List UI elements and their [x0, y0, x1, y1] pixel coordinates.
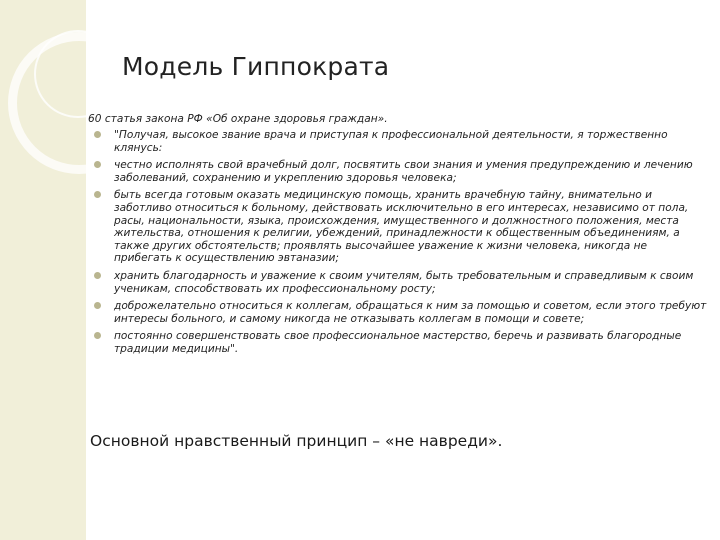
list-item [84, 189, 708, 265]
list-item [84, 300, 708, 325]
list-item-text: постоянно совершенствовать свое профессиональное мастерство, беречь и развивать благородные традиции медицины". [114, 330, 682, 355]
bullet-icon [94, 191, 101, 198]
bullet-icon [94, 161, 101, 168]
list-item-text: честно исполнять свой врачебный долг, посвятить свои знания и умения предупреждению и лечению заболеваний, сохранению и укреплению здоровья человека; [114, 159, 693, 184]
list-item [84, 129, 708, 154]
list-item-text: быть всегда готовым оказать медицинскую помощь, хранить врачебную тайну, внимательно и заботливо относиться к больному, действовать исключительно в его интересах, независимо от пола, расы, национальности, языка, происхождения, имущественного и должностного положения, места жительства, отношения к религии, убеждений, принадлежности к общественным объединениям, а также других обстоятельств; проявлять высочайшее уважение к жизни человека, никогда не прибегать к осуществлению эвтаназии; [114, 189, 689, 265]
decorative-side-band [0, 0, 86, 540]
main-principle: Основной нравственный принцип – «не навреди». [90, 432, 503, 450]
list-item [84, 330, 708, 355]
list-item-text: доброжелательно относиться к коллегам, обращаться к ним за помощью и советом, если этого требуют интересы больного, и самому никогда не отказывать коллегам в помощи и совете; [114, 300, 707, 325]
slide-title: Модель Гиппократа [122, 52, 390, 81]
bullet-icon [94, 302, 101, 309]
list-item [84, 159, 708, 184]
list-item-text: "Получая, высокое звание врача и приступая к профессиональной деятельности, я торжественно клянусь: [114, 129, 668, 154]
bullet-icon [94, 272, 101, 279]
decorative-ring-small [34, 30, 122, 118]
bullet-icon [94, 131, 101, 138]
list-item [84, 270, 708, 295]
list-item-text: хранить благодарность и уважение к своим учителям, быть требовательным и справедливым к своим ученикам, способствовать их профессиональному росту; [114, 269, 694, 295]
bullet-icon [94, 332, 101, 339]
oath-list [84, 129, 708, 356]
slide-content [84, 113, 708, 361]
intro-line: 60 статья закона РФ «Об охране здоровья граждан». [88, 113, 388, 125]
